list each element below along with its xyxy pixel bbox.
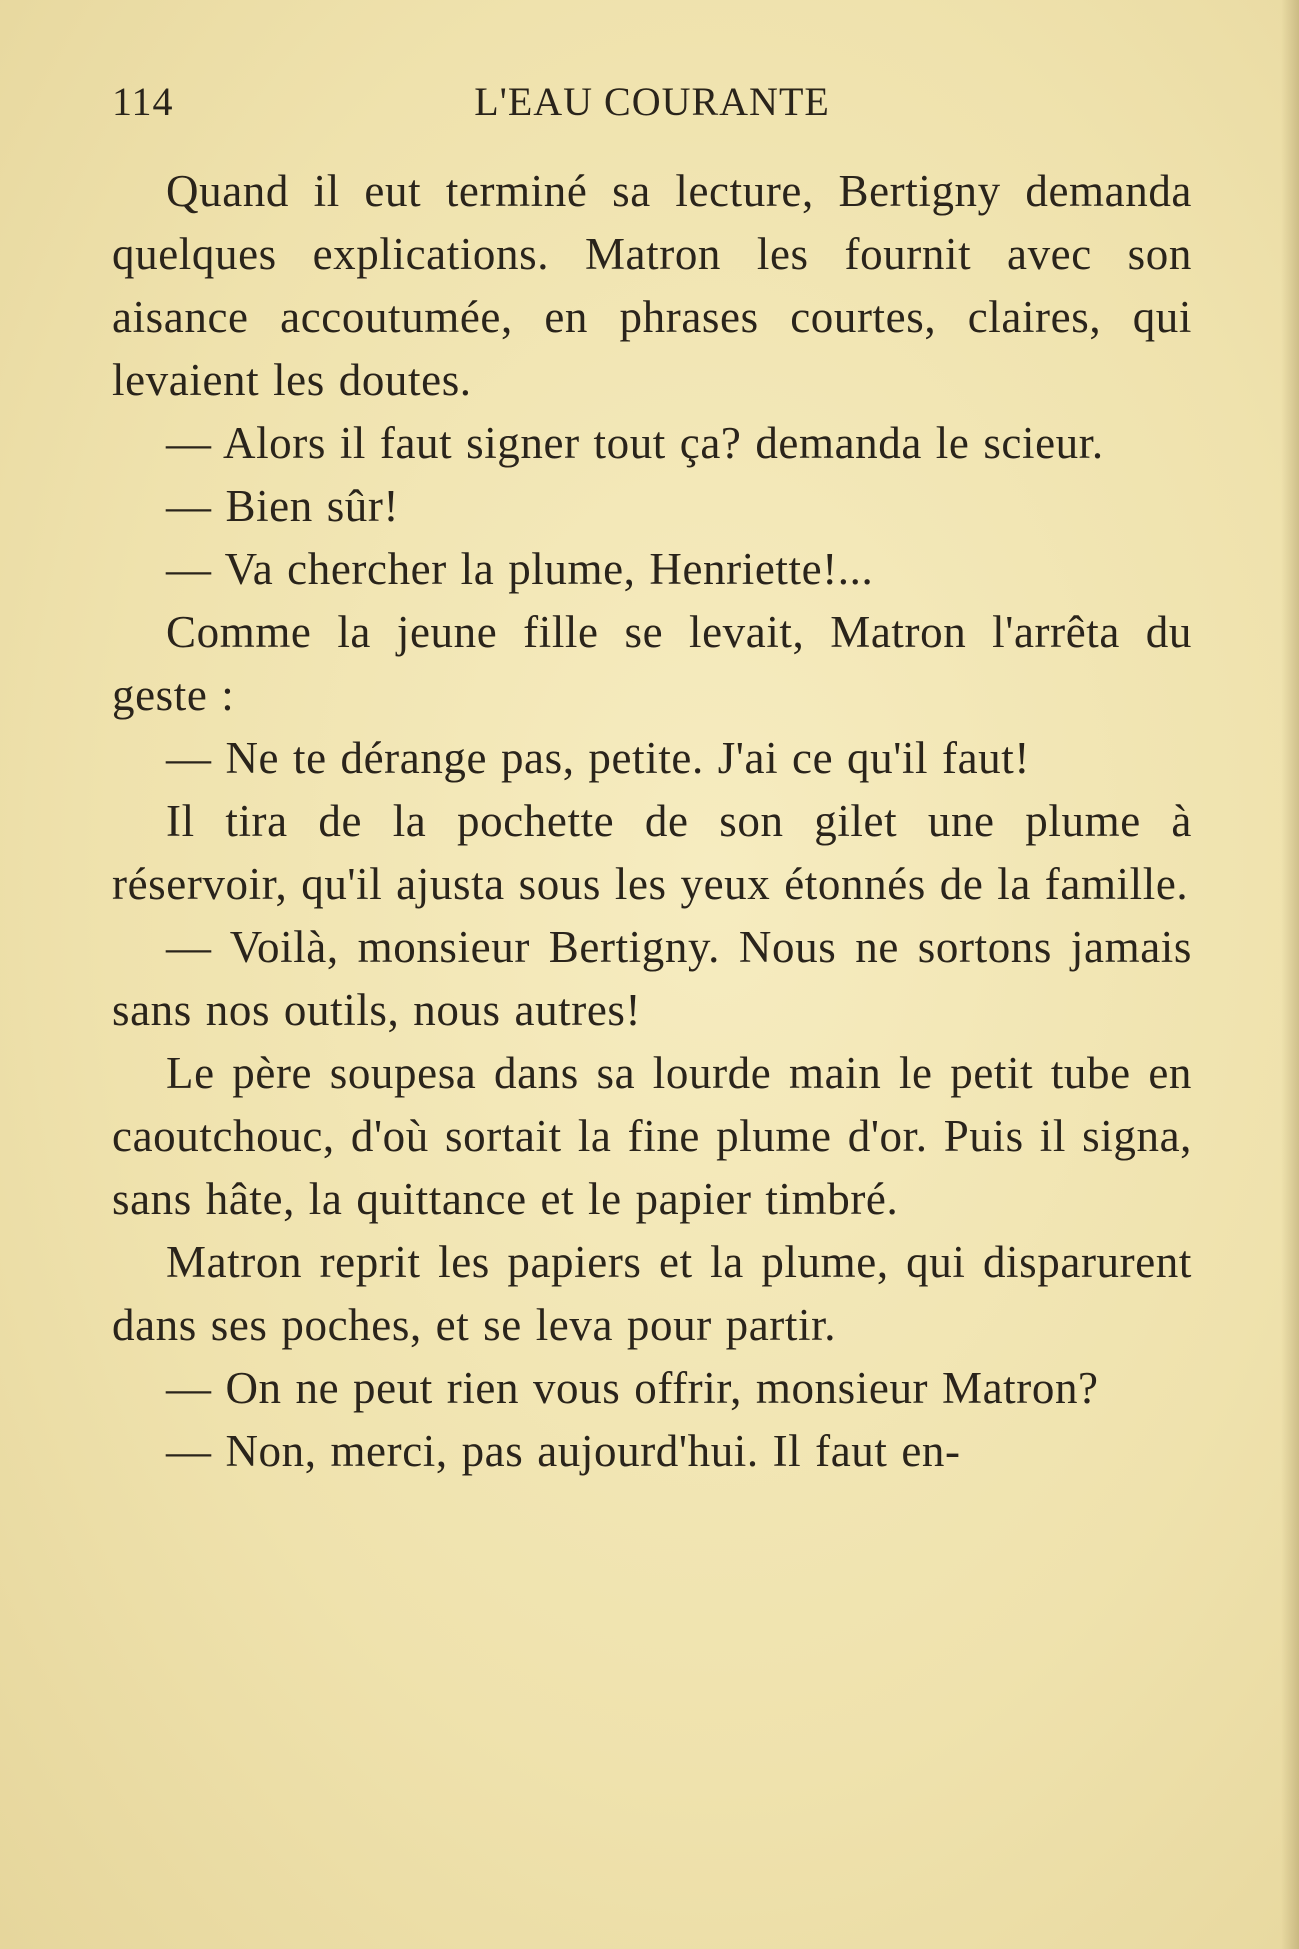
paragraph: Matron reprit les papiers et la plume, qui disparurent dans ses poches, et se leva pour partir. xyxy=(112,1237,1192,1350)
paragraph: — Alors il faut signer tout ça? demanda le scieur. xyxy=(166,418,1104,468)
paragraph: Il tira de la pochette de son gilet une plume à réservoir, qu'il ajusta sous les yeux étonnés de la famille. xyxy=(112,796,1192,909)
running-head xyxy=(112,78,1192,138)
paragraph: — On ne peut rien vous offrir, monsieur Matron? xyxy=(166,1363,1099,1413)
paragraph: — Bien sûr! xyxy=(166,481,400,531)
paragraph: Comme la jeune fille se levait, Matron l'arrêta du geste : xyxy=(112,607,1192,720)
page-number: 114 xyxy=(112,79,174,124)
paragraph: — Voilà, monsieur Bertigny. Nous ne sortons jamais sans nos outils, nous autres! xyxy=(112,922,1192,1035)
paragraph: Le père soupesa dans sa lourde main le petit tube en caoutchouc, d'où sortait la fine plume d'or. Puis il signa, sans hâte, la quittance et le papier timbré. xyxy=(112,1048,1192,1224)
paragraph: — Non, merci, pas aujourd'hui. Il faut en- xyxy=(166,1426,961,1476)
page-edge-shadow xyxy=(1281,0,1299,1949)
body-text xyxy=(112,160,1192,1483)
paragraph: — Va chercher la plume, Henriette!... xyxy=(166,544,874,594)
running-title: L'EAU COURANTE xyxy=(474,79,830,124)
paragraph: Quand il eut terminé sa lecture, Bertigny demanda quelques explications. Matron les fournit avec son aisance accoutumée, en phrases courtes, claires, qui levaient les doutes. xyxy=(112,166,1192,405)
paragraph: — Ne te dérange pas, petite. J'ai ce qu'il faut! xyxy=(166,733,1030,783)
